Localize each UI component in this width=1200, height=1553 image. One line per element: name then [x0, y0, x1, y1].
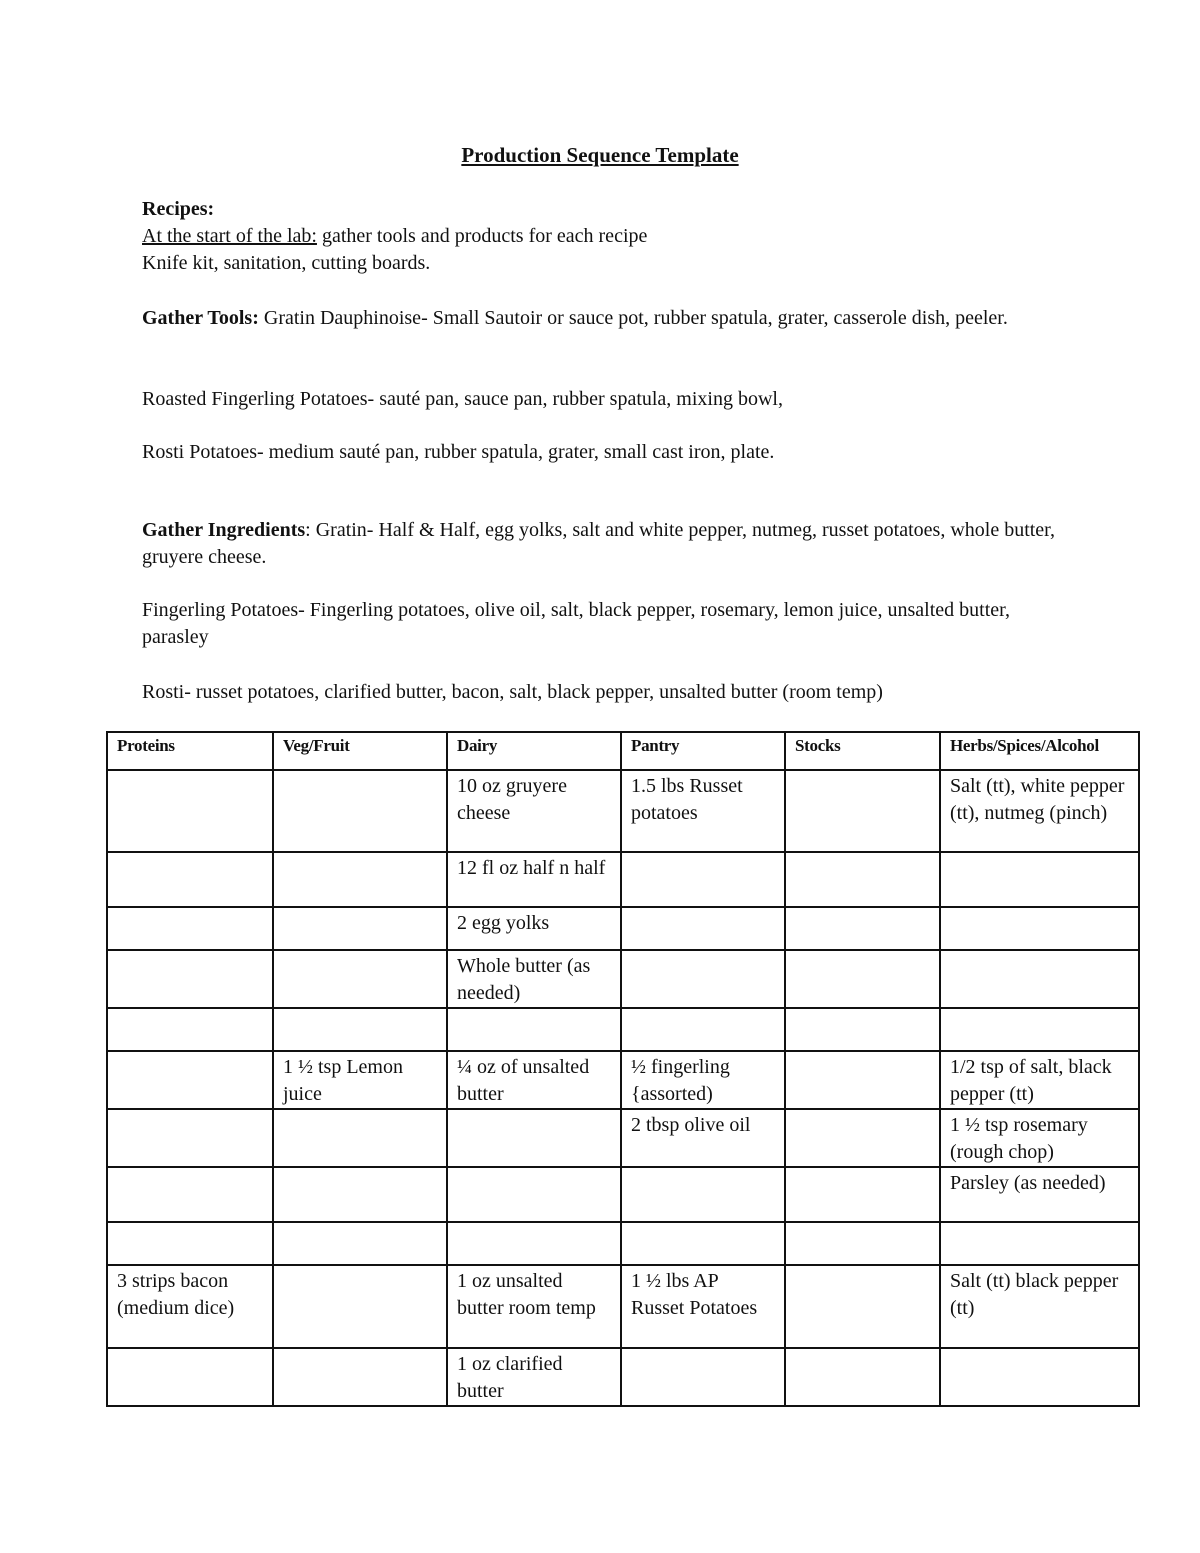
table-cell: ½ fingerling {assorted)	[621, 1051, 785, 1109]
table-row	[107, 1008, 1139, 1051]
header-stocks: Stocks	[785, 732, 940, 770]
table-cell: 12 fl oz half n half	[447, 852, 621, 907]
table-cell	[107, 950, 273, 1008]
header-veg-fruit: Veg/Fruit	[273, 732, 447, 770]
table-cell: ¼ oz of unsalted butter	[447, 1051, 621, 1109]
table-cell: 2 tbsp olive oil	[621, 1109, 785, 1167]
table-cell	[621, 1348, 785, 1406]
ingredients-heading: Gather Ingredients	[142, 519, 306, 541]
table-cell	[621, 950, 785, 1008]
table-cell	[785, 1265, 940, 1348]
table-cell: 2 egg yolks	[447, 907, 621, 950]
tools-fingerling-paragraph: Roasted Fingerling Potatoes- sauté pan, sauce pan, rubber spatula, mixing bowl,	[142, 388, 783, 410]
table-cell	[785, 1348, 940, 1406]
knife-kit-line: Knife kit, sanitation, cutting boards.	[142, 252, 431, 274]
table-cell: Whole butter (as needed)	[447, 950, 621, 1008]
tools-gratin-paragraph	[142, 305, 1072, 332]
recipes-heading: Recipes:	[142, 198, 215, 220]
header-pantry: Pantry	[621, 732, 785, 770]
table-cell	[107, 852, 273, 907]
recipes-section	[142, 196, 1072, 277]
table-row	[107, 852, 1139, 907]
table-cell	[273, 1348, 447, 1406]
page-title: Production Sequence Template	[461, 143, 739, 167]
table-cell	[785, 852, 940, 907]
table-cell	[107, 1222, 273, 1265]
table-cell	[785, 1167, 940, 1222]
table-row	[107, 770, 1139, 852]
table-cell	[273, 907, 447, 950]
tools-heading: Gather Tools:	[142, 307, 259, 329]
table-cell	[785, 950, 940, 1008]
table-row	[107, 1265, 1139, 1348]
table-cell	[785, 770, 940, 852]
table-cell	[940, 1222, 1139, 1265]
table-cell	[785, 1222, 940, 1265]
ingredients-fingerling-paragraph: Fingerling Potatoes- Fingerling potatoes, olive oil, salt, black pepper, rosemary, lemon juice, unsalted butter, parasley	[142, 599, 1011, 648]
table-cell: Salt (tt) black pepper (tt)	[940, 1265, 1139, 1348]
start-of-lab-text: gather tools and products for each recipe	[316, 225, 648, 247]
table-cell: 1 ½ tsp Lemon juice	[273, 1051, 447, 1109]
table-cell	[107, 1008, 273, 1051]
table-cell: 1/2 tsp of salt, black pepper (tt)	[940, 1051, 1139, 1109]
table-cell: 1 ½ lbs AP Russet Potatoes	[621, 1265, 785, 1348]
start-of-lab-line	[142, 223, 1072, 250]
table-cell: 1 oz unsalted butter room temp	[447, 1265, 621, 1348]
table-row	[107, 1348, 1139, 1406]
header-herbs-spices-alcohol: Herbs/Spices/Alcohol	[940, 732, 1139, 770]
table-cell	[940, 950, 1139, 1008]
table-cell	[107, 770, 273, 852]
table-cell	[621, 1222, 785, 1265]
table-row	[107, 1051, 1139, 1109]
table-cell	[273, 1109, 447, 1167]
table-cell	[273, 852, 447, 907]
table-header-row	[107, 732, 1139, 770]
tools-gratin-text: Gratin Dauphinoise- Small Sautoir or sauce pot, rubber spatula, grater, casserole dish, peeler.	[258, 307, 1008, 329]
table-cell	[940, 852, 1139, 907]
table-cell	[621, 1167, 785, 1222]
ingredients-table	[106, 731, 1140, 1407]
table-cell	[273, 1008, 447, 1051]
table-cell: 3 strips bacon (medium dice)	[107, 1265, 273, 1348]
table-cell	[273, 950, 447, 1008]
table-cell	[107, 907, 273, 950]
table-cell	[107, 1167, 273, 1222]
table-cell	[273, 1222, 447, 1265]
table-cell	[447, 1109, 621, 1167]
table-cell: Salt (tt), white pepper (tt), nutmeg (pinch)	[940, 770, 1139, 852]
table-cell	[621, 907, 785, 950]
table-cell	[940, 1008, 1139, 1051]
table-cell	[107, 1109, 273, 1167]
table-row	[107, 1222, 1139, 1265]
table-cell	[273, 1167, 447, 1222]
table-cell	[273, 770, 447, 852]
table-row	[107, 907, 1139, 950]
table-cell	[621, 1008, 785, 1051]
table-row	[107, 1167, 1139, 1222]
table-cell	[785, 1051, 940, 1109]
tools-rosti-paragraph: Rosti Potatoes- medium sauté pan, rubber spatula, grater, small cast iron, plate.	[142, 441, 775, 463]
table-cell: 10 oz gruyere cheese	[447, 770, 621, 852]
ingredients-gratin-text: : Gratin- Half & Half, egg yolks, salt and white pepper, nutmeg, russet potatoes, whole butter, gruyere cheese.	[142, 519, 1056, 568]
table-cell: Parsley (as needed)	[940, 1167, 1139, 1222]
table-cell: 1 oz clarified butter	[447, 1348, 621, 1406]
ingredients-gratin-paragraph	[142, 517, 1072, 571]
header-proteins: Proteins	[107, 732, 273, 770]
table-cell	[273, 1265, 447, 1348]
table-cell: 1.5 lbs Russet potatoes	[621, 770, 785, 852]
table-cell	[447, 1008, 621, 1051]
table-cell	[940, 907, 1139, 950]
table-cell	[107, 1051, 273, 1109]
table-row	[107, 1109, 1139, 1167]
table-cell: 1 ½ tsp rosemary (rough chop)	[940, 1109, 1139, 1167]
table-row	[107, 950, 1139, 1008]
table-cell	[940, 1348, 1139, 1406]
table-cell	[447, 1167, 621, 1222]
start-of-lab-label: At the start of the lab:	[142, 225, 317, 247]
ingredients-rosti-paragraph: Rosti- russet potatoes, clarified butter, bacon, salt, black pepper, unsalted butter (room temp)	[142, 681, 883, 703]
table-cell	[785, 1008, 940, 1051]
table-cell	[447, 1222, 621, 1265]
table-cell	[107, 1348, 273, 1406]
table-cell	[621, 852, 785, 907]
table-cell	[785, 907, 940, 950]
header-dairy: Dairy	[447, 732, 621, 770]
table-cell	[785, 1109, 940, 1167]
